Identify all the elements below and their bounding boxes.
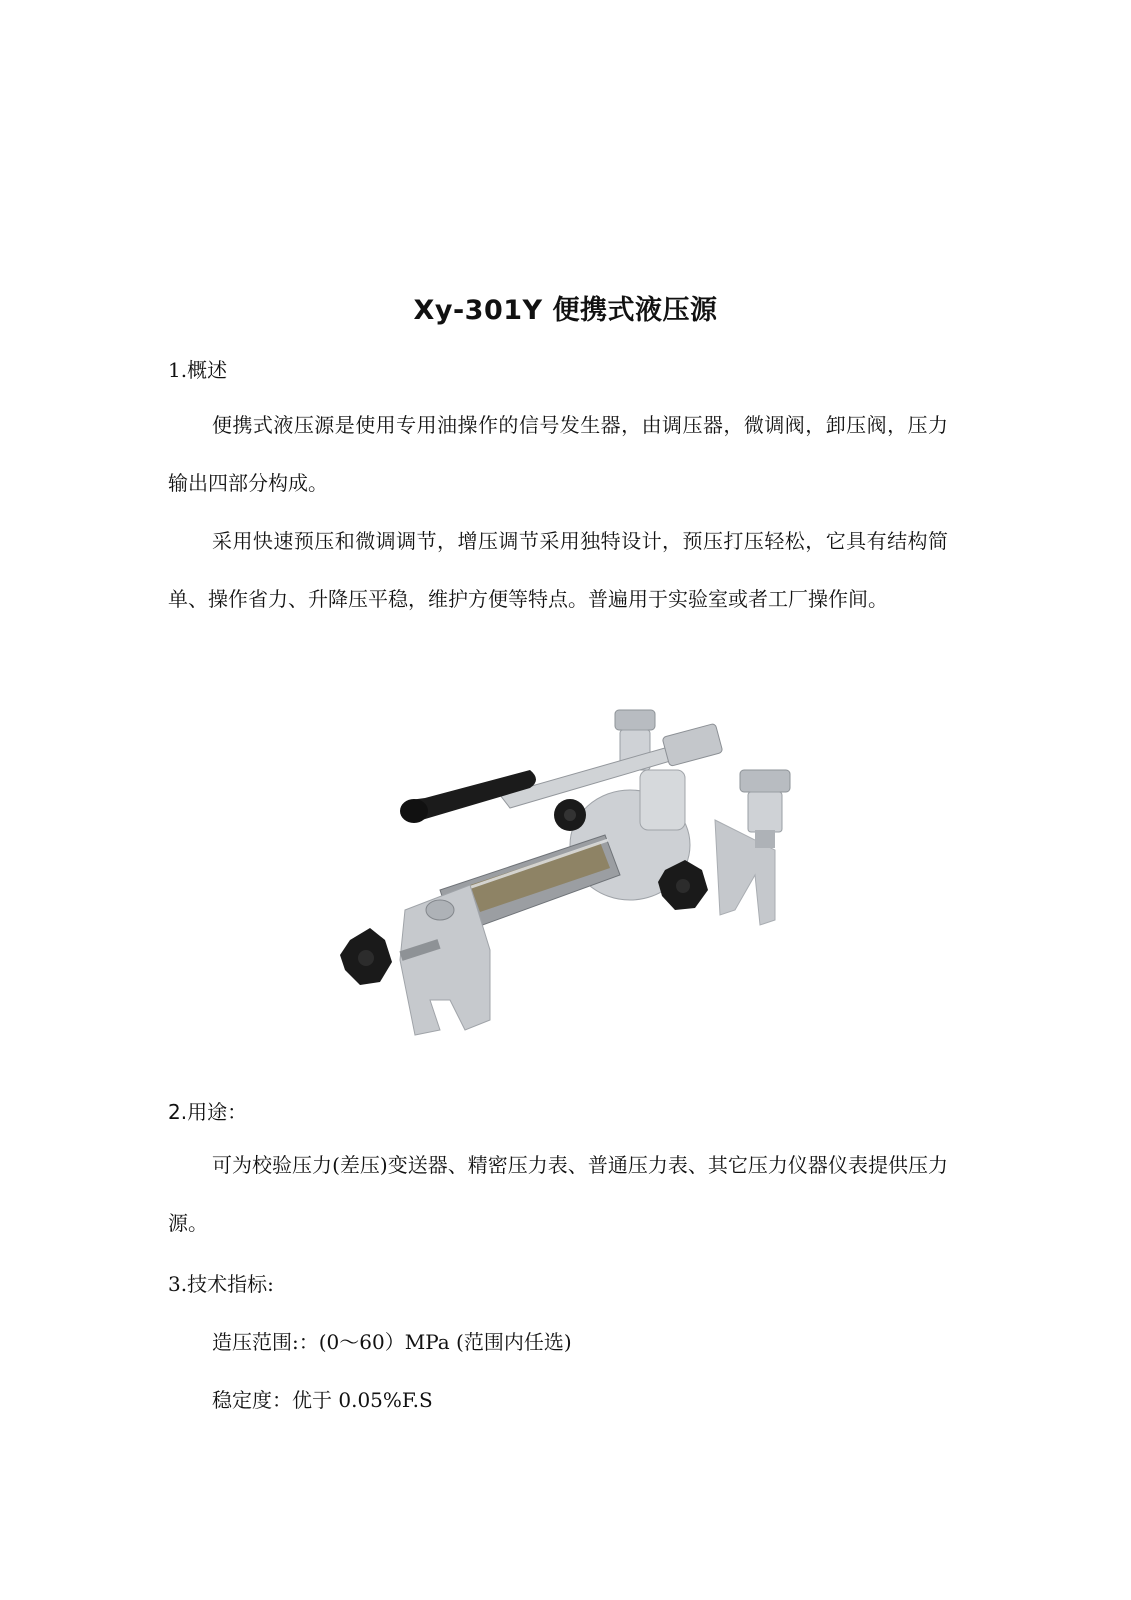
- spec-pressure-range: 造压范围:：(0～60）MPa (范围内任选): [212, 1330, 572, 1354]
- page-title: Xy-301Y 便携式液压源: [413, 295, 718, 326]
- overview-paragraph-2: 采用快速预压和微调调节，增压调节采用独特设计，预压打压轻松，它具有结构简单、操作省力、升降压平稳，维护方便等特点。普遍用于实验室或者工厂操作间。: [168, 529, 948, 611]
- spec-stability: 稳定度：优于 0.05%F.S: [212, 1388, 433, 1412]
- section-heading-overview: 1.概述: [168, 358, 228, 382]
- section-heading-usage: 2.用途：: [168, 1100, 248, 1124]
- section-heading-specs: 3.技术指标:: [168, 1272, 274, 1296]
- usage-paragraph: 可为校验压力(差压)变送器、精密压力表、普通压力表、其它压力仪器仪表提供压力源。: [168, 1153, 948, 1235]
- overview-paragraph-1: 便携式液压源是使用专用油操作的信号发生器，由调压器，微调阀，卸压阀，压力输出四部分构成。: [168, 413, 948, 495]
- hand-pump-photo: [330, 700, 800, 1040]
